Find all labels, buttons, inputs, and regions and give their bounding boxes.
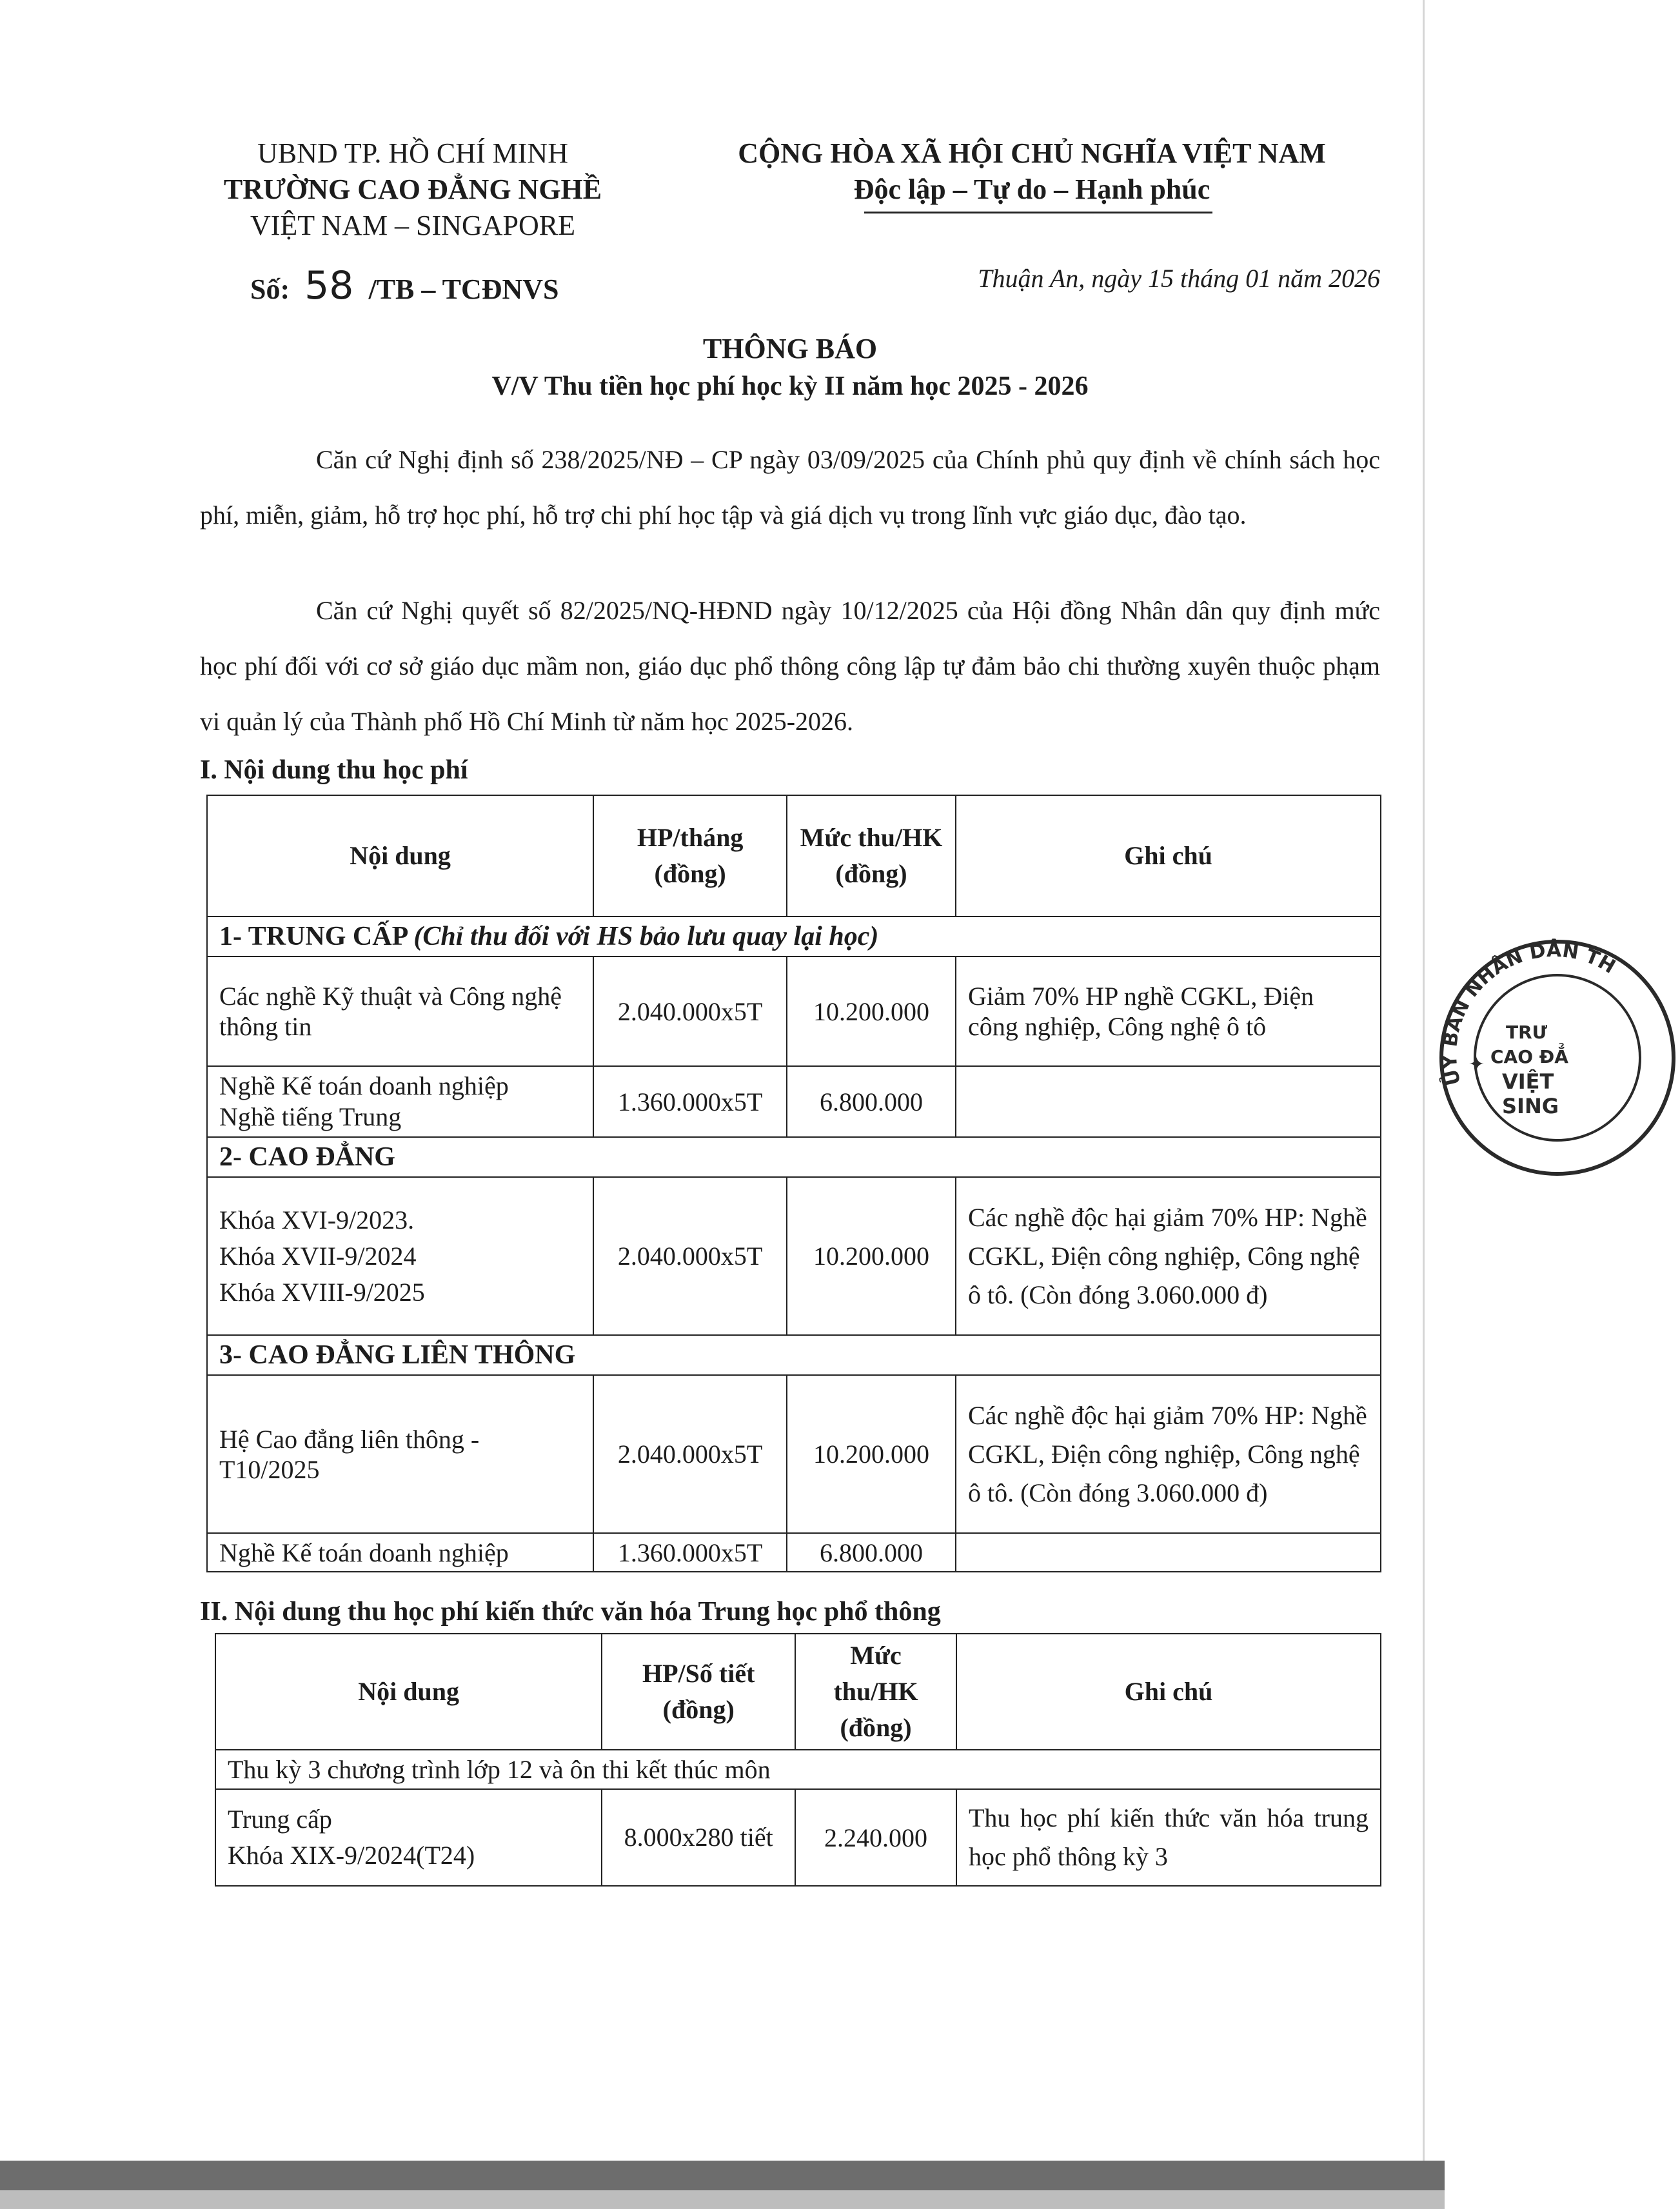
- number-suffix: /TB – TCĐNVS: [368, 273, 559, 305]
- group-title: 1- TRUNG CẤP: [219, 922, 414, 951]
- row-note: [956, 1066, 1381, 1137]
- row-rate: 2.040.000x5T: [593, 1177, 787, 1335]
- paragraph-2-text: Căn cứ Nghị quyết số 82/2025/NQ-HĐND ngày 10/12/2025 của Hội đồng Nhân dân quy định mức học phí đối với cơ sở giáo dục mầm non, giáo dục phổ thông công lập tự đảm bảo chi thường xuyên thuộc phạm vi quản lý của Thành phố Hồ Chí Minh từ năm học 2025-2026.: [200, 596, 1380, 736]
- motto: Độc lập – Tự do – Hạnh phúc: [853, 173, 1211, 205]
- header-note: Ghi chú: [956, 795, 1381, 916]
- header-note: Ghi chú: [956, 1634, 1381, 1750]
- star-icon: ✦: [1468, 1054, 1485, 1075]
- row-name: Trung cấp: [228, 1805, 332, 1834]
- paragraph-1: [200, 432, 1380, 543]
- table-row: [207, 1375, 1381, 1533]
- row-name: Khóa XIX-9/2024(T24): [228, 1841, 475, 1870]
- section-1-heading: I. Nội dung thu học phí: [200, 755, 468, 785]
- scan-bottom-shadow: [0, 2190, 1445, 2209]
- document-title: THÔNG BÁO: [702, 333, 878, 364]
- row-name: Nghề tiếng Trung: [219, 1102, 402, 1131]
- header-rate: HP/tháng (đồng): [593, 795, 787, 916]
- page-edge: [1423, 0, 1425, 2209]
- row-name: Nghề Kế toán doanh nghiệp: [207, 1533, 593, 1572]
- header-left: [193, 135, 632, 244]
- document-number: [250, 263, 559, 308]
- row-note: Giảm 70% HP nghề CGKL, Điện công nghiệp, Công nghệ ô tô: [956, 956, 1381, 1066]
- row-name: Hệ Cao đẳng liên thông - T10/2025: [207, 1375, 593, 1533]
- table-row: [207, 1177, 1381, 1335]
- stamp-line-3: VIỆT: [1502, 1069, 1554, 1094]
- header-total: Mức thu/HK (đồng): [787, 795, 956, 916]
- header-content: Nội dung: [207, 795, 593, 916]
- row-rate: 1.360.000x5T: [593, 1533, 787, 1572]
- authority-name: UBND TP. HỒ CHÍ MINH: [257, 137, 568, 169]
- table-row: [207, 1066, 1381, 1137]
- group-title: 2- CAO ĐẲNG: [207, 1137, 1381, 1177]
- row-rate: 1.360.000x5T: [593, 1066, 787, 1137]
- header-right: [697, 135, 1367, 208]
- table-header-row: [215, 1634, 1381, 1750]
- row-total: 10.200.000: [787, 1375, 956, 1533]
- stamp-line-2: CAO ĐẲ: [1490, 1046, 1568, 1067]
- row-name: Nghề Kế toán doanh nghiệp: [219, 1071, 509, 1100]
- row-name: Khóa XVIII-9/2025: [219, 1277, 425, 1307]
- motto-underline: [864, 212, 1212, 213]
- stamp-ring-text: ỦY BAN NHÂN DÂN TH: [1438, 939, 1619, 1088]
- group-row-lien-thong: [207, 1335, 1381, 1375]
- nation-name: CỘNG HÒA XÃ HỘI CHỦ NGHĨA VIỆT NAM: [738, 137, 1326, 169]
- group-row: [215, 1750, 1381, 1789]
- header-total: Mức thu/HK (đồng): [795, 1634, 956, 1750]
- row-total: 10.200.000: [787, 1177, 956, 1335]
- fee-table: [206, 795, 1381, 1572]
- paragraph-2: [200, 583, 1380, 749]
- document-subtitle: V/V Thu tiền học phí học kỳ II năm học 2025 - 2026: [491, 371, 1089, 401]
- stamp-line-4: SING: [1502, 1094, 1559, 1118]
- row-rate: 2.040.000x5T: [593, 1375, 787, 1533]
- row-name: Khóa XVII-9/2024: [219, 1241, 417, 1271]
- group-row-trung-cap: [207, 916, 1381, 956]
- number-prefix: Số:: [250, 273, 290, 305]
- row-note: Các nghề độc hại giảm 70% HP: Nghề CGKL, Điện công nghiệp, Công nghệ ô tô. (Còn đóng 3.060.000 đ): [956, 1375, 1381, 1533]
- school-name-line2: VIỆT NAM – SINGAPORE: [250, 210, 575, 241]
- official-stamp: [1435, 935, 1680, 1180]
- group-row-cao-dang: [207, 1137, 1381, 1177]
- school-name-line1: TRƯỜNG CAO ĐẲNG NGHỀ: [223, 173, 602, 205]
- table-row: [215, 1789, 1381, 1886]
- section-2-heading: II. Nội dung thu học phí kiến thức văn hóa Trung học phổ thông: [200, 1597, 941, 1627]
- group-note: (Chỉ thu đối với HS bảo lưu quay lại học): [413, 922, 879, 951]
- row-name: Các nghề Kỹ thuật và Công nghệ thông tin: [207, 956, 593, 1066]
- header-rate: HP/Số tiết (đồng): [602, 1634, 795, 1750]
- paragraph-1-text: Căn cứ Nghị định số 238/2025/NĐ – CP ngày 03/09/2025 của Chính phủ quy định về chính sách học phí, miễn, giảm, hỗ trợ học phí, hỗ trợ chi phí học tập và giá dịch vụ trong lĩnh vực giáo dục, đào tạo.: [200, 445, 1380, 530]
- group-title: Thu kỳ 3 chương trình lớp 12 và ôn thi kết thúc môn: [215, 1750, 1381, 1789]
- scan-bottom-bar: [0, 2161, 1445, 2190]
- row-note: Các nghề độc hại giảm 70% HP: Nghề CGKL, Điện công nghiệp, Công nghệ ô tô. (Còn đóng 3.060.000 đ): [956, 1177, 1381, 1335]
- row-rate: 2.040.000x5T: [593, 956, 787, 1066]
- row-total: 10.200.000: [787, 956, 956, 1066]
- culture-fee-table: [215, 1633, 1381, 1887]
- table-row: [207, 956, 1381, 1066]
- group-title: 3- CAO ĐẲNG LIÊN THÔNG: [207, 1335, 1381, 1375]
- stamp-line-1: TRƯ: [1506, 1022, 1548, 1043]
- row-note: [956, 1533, 1381, 1572]
- table-row: [207, 1533, 1381, 1572]
- row-total: 2.240.000: [795, 1789, 956, 1886]
- row-name: Khóa XVI-9/2023.: [219, 1205, 415, 1234]
- row-total: 6.800.000: [787, 1533, 956, 1572]
- row-rate: 8.000x280 tiết: [602, 1789, 795, 1886]
- header-content: Nội dung: [215, 1634, 602, 1750]
- number-handwritten: 58: [304, 263, 354, 308]
- document-date: Thuận An, ngày 15 tháng 01 năm 2026: [978, 264, 1380, 293]
- row-note: Thu học phí kiến thức văn hóa trung học phổ thông kỳ 3: [956, 1789, 1381, 1886]
- table-header-row: [207, 795, 1381, 916]
- row-total: 6.800.000: [787, 1066, 956, 1137]
